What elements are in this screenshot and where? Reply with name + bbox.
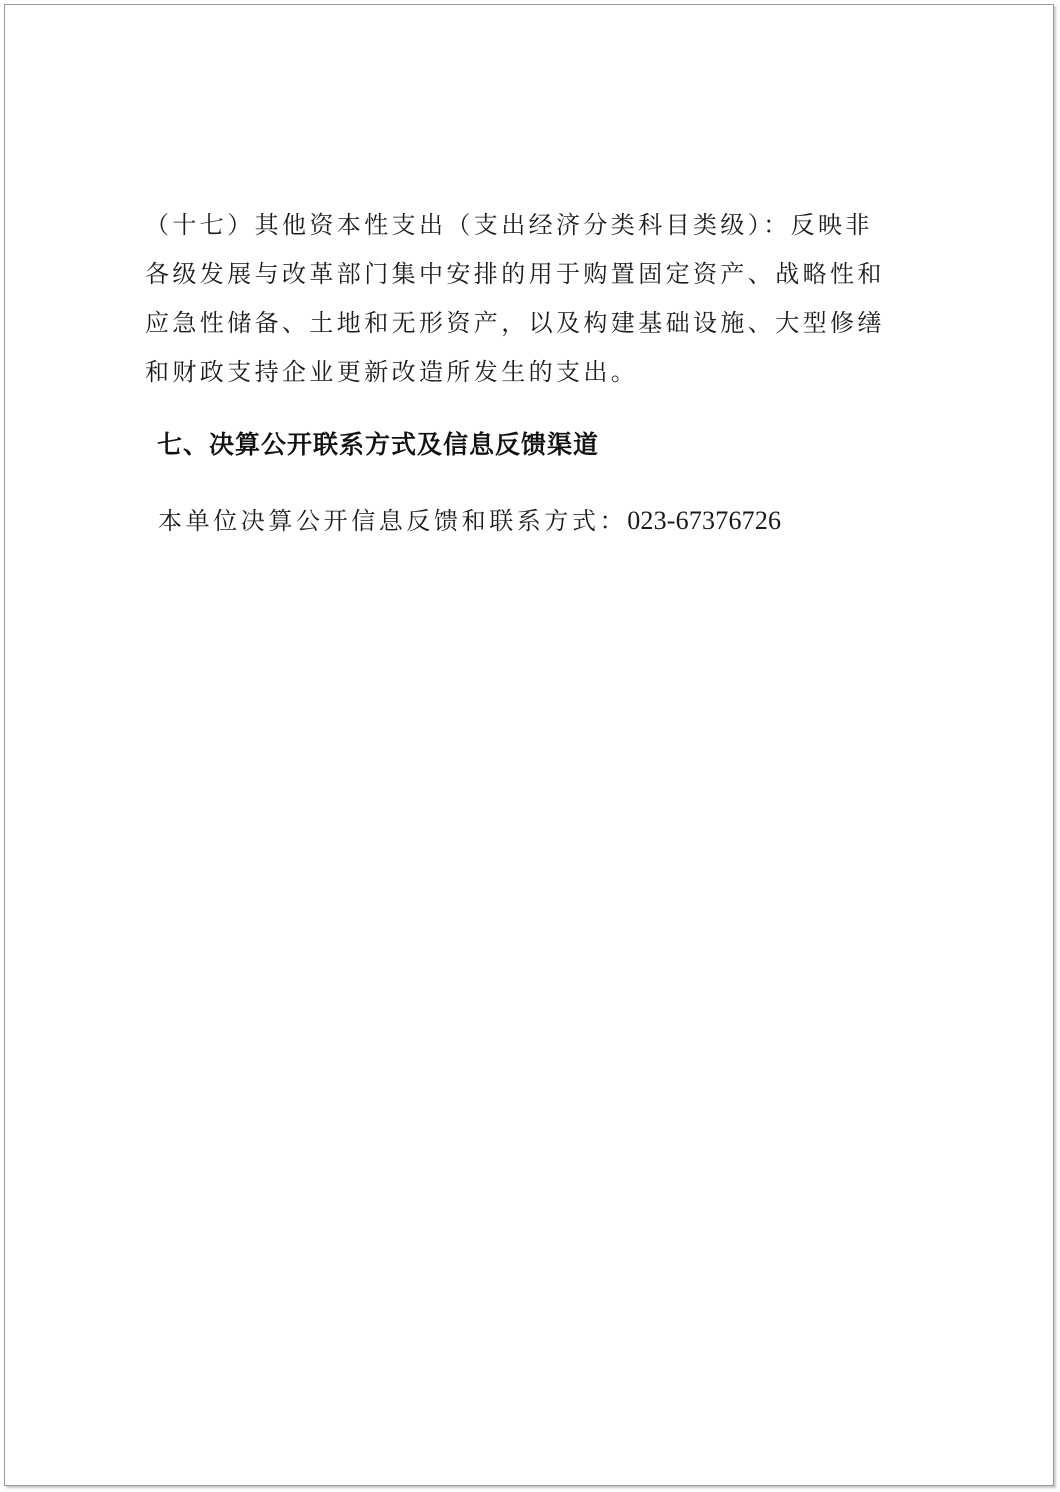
paragraph-line: 和财政支持企业更新改造所发生的支出。: [145, 358, 639, 386]
paragraph-line: 各级发展与改革部门集中安排的用于购置固定资产、战略性和: [145, 260, 885, 288]
contact-label: 本单位决算公开信息反馈和联系方式：: [158, 507, 628, 535]
paragraph-other-capital-expenditure: [145, 201, 935, 397]
contact-phone: 023-67376726: [627, 506, 782, 535]
document-page: [4, 4, 1054, 1486]
paragraph-line: 应急性储备、土地和无形资产，以及构建基础设施、大型修缮: [145, 309, 885, 337]
contact-info: [158, 501, 781, 536]
section-heading-contact: 七、决算公开联系方式及信息反馈渠道: [157, 430, 600, 459]
paragraph-line: （十七）其他资本性支出（支出经济分类科目类级）：反映非: [145, 211, 873, 239]
